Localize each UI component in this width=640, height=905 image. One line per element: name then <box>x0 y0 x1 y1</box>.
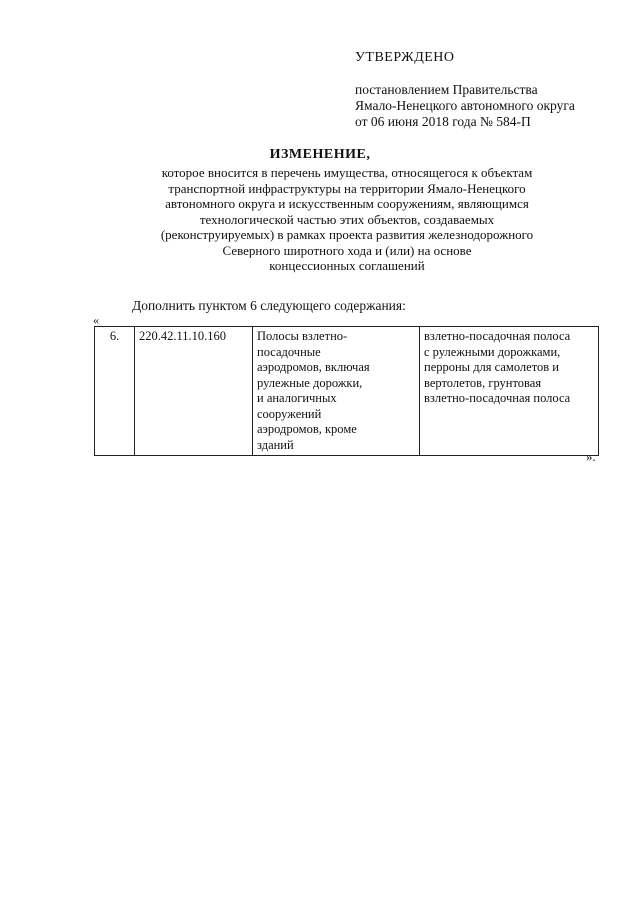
approval-heading: УТВЕРЖДЕНО <box>355 50 455 65</box>
document-subtitle <box>120 165 574 274</box>
name-line: аэродромов, кроме <box>257 422 357 436</box>
name-line: посадочные <box>257 344 321 359</box>
description-line: взлетно-посадочная полоса <box>424 391 571 405</box>
description-line: взлетно-посадочная полоса <box>424 329 571 343</box>
description-line: перроны для самолетов и <box>424 360 559 374</box>
amendment-table <box>94 326 599 456</box>
name-line: рулежные дорожки, <box>257 375 363 390</box>
description-line: с рулежными дорожками, <box>424 344 561 359</box>
subtitle-line: технологической частью этих объектов, создаваемых <box>199 211 495 227</box>
code-cell: 220.42.11.10.160 <box>135 327 253 456</box>
name-cell <box>253 327 420 456</box>
description-line: вертолетов, грунтовая <box>424 375 542 390</box>
name-line: аэродромов, включая <box>257 360 370 374</box>
subtitle-line: Северного широтного хода и (или) на основе <box>222 242 472 258</box>
name-line: зданий <box>257 437 294 452</box>
table-row <box>95 327 599 456</box>
intro-paragraph: Дополнить пунктом 6 следующего содержания: <box>132 298 406 313</box>
subtitle-line: которое вносится в перечень имущества, относящегося к объектам <box>161 165 533 180</box>
approval-line: постановлением Правительства <box>355 82 538 97</box>
name-line: и аналогичных <box>257 391 337 405</box>
opening-quote: « <box>93 313 99 327</box>
approval-line: Ямало-Ненецкого автономного округа <box>355 98 575 113</box>
approval-block <box>355 50 575 130</box>
approval-line: от 06 июня 2018 года № 584-П <box>355 114 531 129</box>
name-line: сооружений <box>257 406 322 421</box>
subtitle-line: транспортной инфраструктуры на территории Ямало-Ненецкого <box>168 180 526 196</box>
subtitle-line: (реконструируемых) в рамках проекта развития железнодорожного <box>160 227 534 242</box>
closing-quote: ». <box>586 449 596 464</box>
subtitle-line: автономного округа и искусственным сооружениям, являющимся <box>165 196 529 211</box>
description-cell <box>420 327 599 456</box>
document-title: ИЗМЕНЕНИЕ, <box>269 147 371 162</box>
row-number-cell: 6. <box>95 327 135 456</box>
name-line: Полосы взлетно- <box>257 329 348 343</box>
subtitle-line: концессионных соглашений <box>269 258 425 273</box>
